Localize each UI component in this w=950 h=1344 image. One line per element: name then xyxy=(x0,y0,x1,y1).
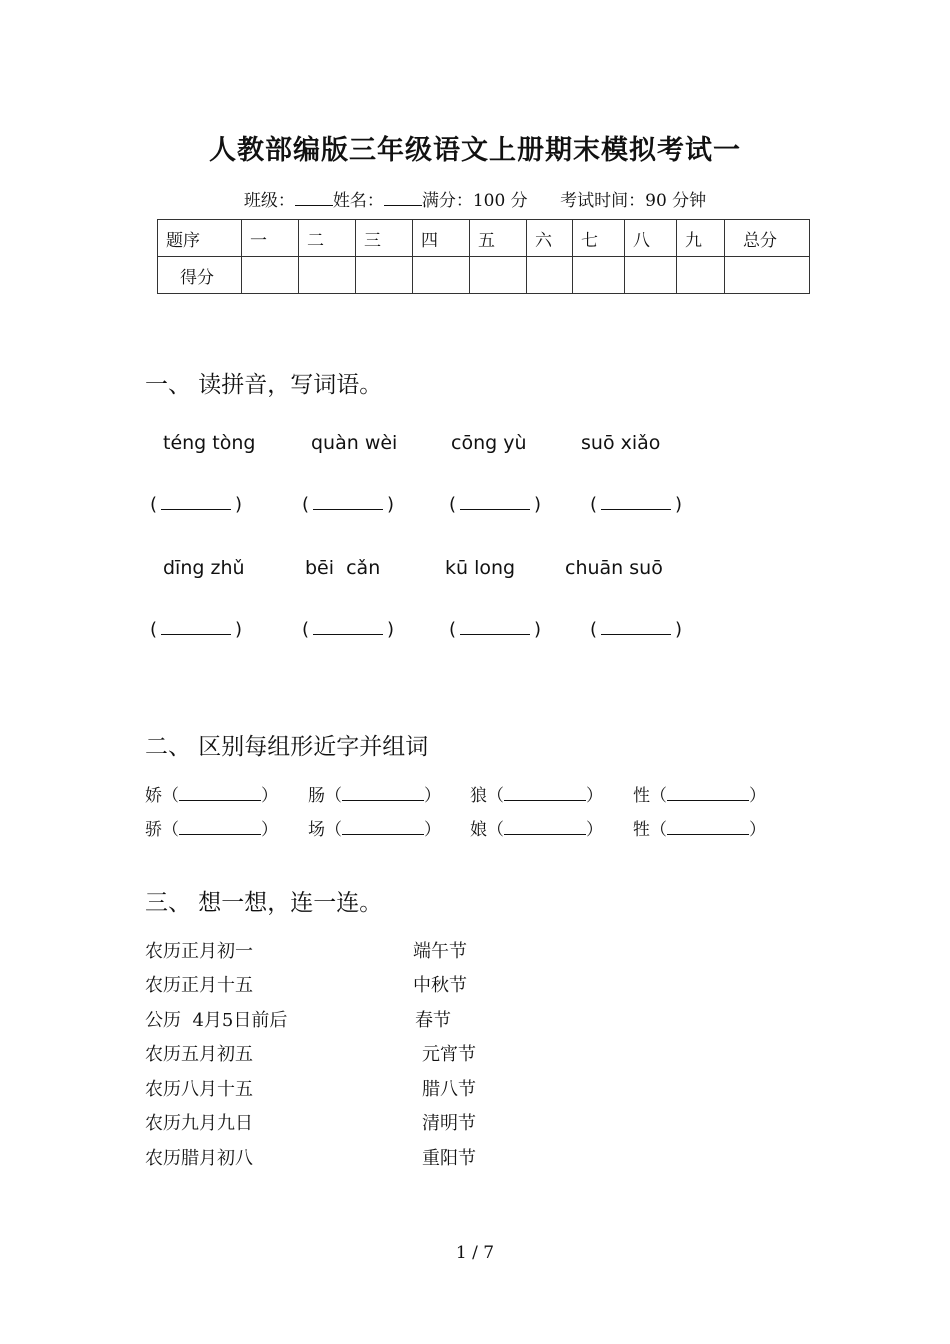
answer-blank[interactable]: ( ) xyxy=(449,494,542,515)
match-left-item[interactable]: 农历正月十五 xyxy=(145,975,253,996)
score-table xyxy=(157,219,810,294)
match-right-item[interactable]: 元宵节 xyxy=(422,1044,476,1065)
score-cell[interactable] xyxy=(413,257,470,294)
match-right-item[interactable]: 端午节 xyxy=(413,941,467,962)
answer-blank[interactable]: ( ) xyxy=(302,494,395,515)
score-cell-header: 七 xyxy=(573,220,625,257)
score-cell-header: 五 xyxy=(470,220,527,257)
pinyin-item: suō xiǎo xyxy=(581,432,661,454)
match-right-item[interactable]: 春节 xyxy=(415,1010,451,1031)
score-cell-header: 一 xyxy=(242,220,299,257)
class-label: 班级： xyxy=(243,191,295,211)
answer-blank[interactable]: ( ) xyxy=(449,619,542,640)
section1-heading: 一、 读拼音，写词语。 xyxy=(145,372,383,398)
char-compare-item[interactable]: 娘（ ） xyxy=(470,820,603,840)
pinyin-item: chuān suō xyxy=(565,557,663,579)
answer-blank[interactable]: ( ) xyxy=(302,619,395,640)
pinyin-item: kū long xyxy=(445,557,516,579)
exam-info xyxy=(0,186,950,211)
name-blank[interactable] xyxy=(384,191,422,206)
name-label: 姓名： xyxy=(332,191,384,211)
score-table-score-row xyxy=(158,257,810,294)
match-left-item[interactable]: 农历正月初一 xyxy=(145,941,253,962)
pinyin-item: cōng yù xyxy=(451,432,527,454)
match-left-item[interactable]: 农历五月初五 xyxy=(145,1044,253,1065)
match-left-item[interactable]: 农历九月九日 xyxy=(145,1113,253,1134)
char-compare-item[interactable]: 场（ ） xyxy=(308,820,441,840)
match-right-item[interactable]: 重阳节 xyxy=(422,1148,476,1169)
exam-time: 考试时间：90 分钟 xyxy=(560,191,707,211)
match-right-item[interactable]: 中秋节 xyxy=(413,975,467,996)
pinyin-item: bēi cǎn xyxy=(305,557,381,579)
pinyin-item: dīng zhǔ xyxy=(163,557,245,579)
score-cell-header: 二 xyxy=(299,220,356,257)
score-cell[interactable] xyxy=(725,257,810,294)
char-compare-item[interactable]: 骄（ ） xyxy=(145,820,278,840)
score-cell[interactable] xyxy=(299,257,356,294)
score-cell[interactable] xyxy=(573,257,625,294)
char-compare-item[interactable]: 娇（ ） xyxy=(145,786,278,806)
section3-heading: 三、 想一想，连一连。 xyxy=(145,890,383,916)
section2-heading: 二、 区别每组形近字并组词 xyxy=(145,734,429,760)
answer-blank[interactable]: ( ) xyxy=(150,619,243,640)
pinyin-item: téng tòng xyxy=(163,432,256,454)
score-cell[interactable] xyxy=(625,257,677,294)
page-title: 人教部编版三年级语文上册期末模拟考试一 xyxy=(209,135,741,166)
score-cell-header: 四 xyxy=(413,220,470,257)
score-cell[interactable] xyxy=(242,257,299,294)
score-cell-header: 六 xyxy=(527,220,573,257)
answer-blank[interactable]: ( ) xyxy=(150,494,243,515)
match-left-item[interactable]: 公历 4月5日前后 xyxy=(145,1010,288,1031)
answer-blank[interactable]: ( ) xyxy=(590,494,683,515)
answer-blank[interactable]: ( ) xyxy=(590,619,683,640)
char-compare-item[interactable]: 肠（ ） xyxy=(308,786,441,806)
char-compare-item[interactable]: 牲（ ） xyxy=(633,820,766,840)
match-left-item[interactable]: 农历八月十五 xyxy=(145,1079,253,1100)
score-cell-header: 三 xyxy=(356,220,413,257)
match-left-item[interactable]: 农历腊月初八 xyxy=(145,1148,253,1169)
score-cell[interactable] xyxy=(527,257,573,294)
match-right-item[interactable]: 腊八节 xyxy=(422,1079,476,1100)
full-score: 满分：100 分 xyxy=(421,191,528,211)
char-compare-item[interactable]: 狼（ ） xyxy=(470,786,603,806)
score-cell[interactable] xyxy=(356,257,413,294)
score-cell[interactable] xyxy=(470,257,527,294)
pinyin-item: quàn wèi xyxy=(311,432,398,454)
score-cell-header: 九 xyxy=(677,220,725,257)
score-cell[interactable] xyxy=(677,257,725,294)
score-table-header-row xyxy=(158,220,810,257)
match-right-item[interactable]: 清明节 xyxy=(422,1113,476,1134)
score-cell-label: 题序 xyxy=(158,220,242,257)
class-blank[interactable] xyxy=(295,191,333,206)
score-cell-header: 总分 xyxy=(725,220,810,257)
score-cell-header: 八 xyxy=(625,220,677,257)
score-row-label: 得分 xyxy=(158,257,242,294)
char-compare-item[interactable]: 性（ ） xyxy=(633,786,766,806)
page-number: 1 / 7 xyxy=(455,1243,495,1263)
